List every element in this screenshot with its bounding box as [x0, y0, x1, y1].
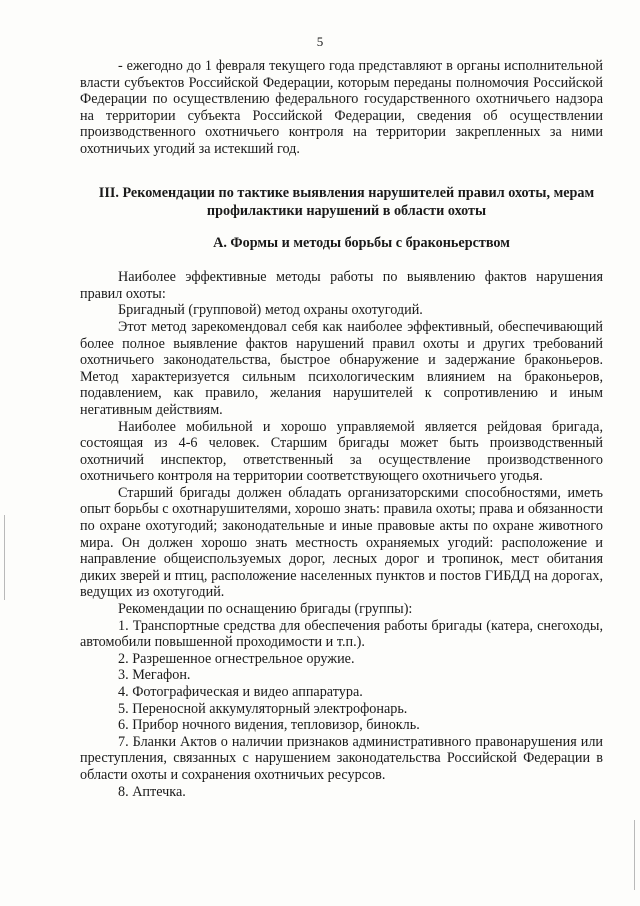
- section-heading: III. Рекомендации по тактике выявления нарушителей правил охоты, мерам профилактики нарушений в области охоты: [98, 184, 595, 219]
- subsection-heading: А. Формы и методы борьбы с браконьерством: [213, 234, 510, 251]
- list-item: 6. Прибор ночного видения, тепловизор, бинокль.: [118, 717, 420, 734]
- document-body: [80, 58, 603, 800]
- paragraph-raid-brigade: Наиболее мобильной и хорошо управляемой является рейдовая бригада, состоящая из 4-6 человек. Старшим бригады может быть производственный охотничий инспектор, ответственный за осуществление производственного охотничьего контроля на территории соответствующего охотничьего угодья.: [80, 418, 603, 485]
- paragraph-methods-intro: Наиболее эффективные методы работы по выявлению фактов нарушения правил охоты:: [80, 269, 603, 302]
- list-item: 7. Бланки Актов о наличии признаков административного правонарушения или преступления, связанных с нарушением законодательства Российской Федерации в области охоты и сохранения охотничьих ресурсов.: [80, 733, 603, 783]
- scan-edge-mark-right: [634, 820, 635, 890]
- paragraph-brigade-method: Бригадный (групповой) метод охраны охотугодий.: [118, 302, 423, 319]
- list-item: 5. Переносной аккумуляторный электрофонарь.: [118, 700, 408, 717]
- intro-paragraph: - ежегодно до 1 февраля текущего года представляют в органы исполнительной власти субъектов Российской Федерации, которым переданы полномочия Российской Федерации по осуществлению федерального государственного охотничьего надзора на территории субъекта Российской Федерации, сведения об осуществлении производственного охотничьего контроля на территории закрепленных за ними охотничьих угодий за истекший год.: [80, 58, 603, 157]
- equipment-list: [80, 618, 603, 801]
- page-number: 5: [316, 34, 324, 49]
- list-item: 1. Транспортные средства для обеспечения работы бригады (катера, снегоходы, автомобили повышенной проходимости и т.п.).: [80, 617, 603, 651]
- list-item: 4. Фотографическая и видео аппаратура.: [118, 684, 363, 700]
- paragraph-brigade-leader: Старший бригады должен обладать организаторскими способностями, иметь опыт борьбы с охотнарушителями, хорошо знать: правила охоты; права и обязанности по охране охотугодий; законодательные и иные правовые акты по охране животного мира. Он должен хорошо знать местность охраняемых угодий: расположение и направление общеиспользуемых дорог, лесных дорог и тропинок, мест обитания диких зверей и птиц, расположение населенных пунктов и постов ГИБДД на дорогах, ведущих из охотугодий.: [80, 484, 603, 601]
- list-item: 8. Аптечка.: [118, 783, 186, 800]
- scan-edge-mark-left: [4, 515, 5, 600]
- paragraph-method-description: Этот метод зарекомендовал себя как наиболее эффективный, обеспечивающий более полное выявление фактов нарушений правил охоты и других требований охотничьего законодательства, быстрое обнаружение и задержание браконьеров. Метод характеризуется сильным психологическим влиянием на браконьеров, подавлением, как правило, желания нарушителей к сопротивлению и иным негативным действиям.: [80, 318, 603, 418]
- paragraph-equipment-intro: Рекомендации по оснащению бригады (группы):: [118, 601, 413, 618]
- list-item: 3. Мегафон.: [118, 667, 191, 684]
- list-item: 2. Разрешенное огнестрельное оружие.: [118, 650, 355, 667]
